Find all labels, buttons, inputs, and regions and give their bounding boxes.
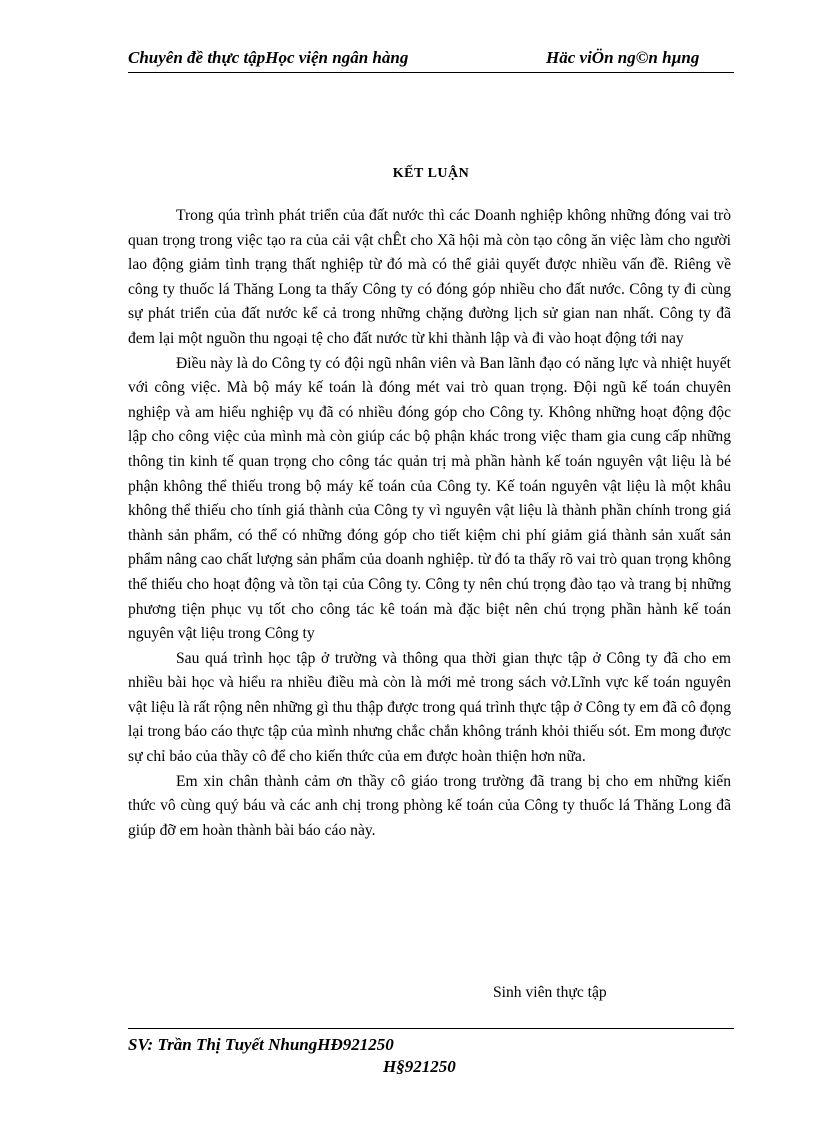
paragraph-3: Sau quá trình học tập ở trường và thông qua thời gian thực tập ở Công ty đã cho em nhiều bài học và hiểu ra nhiều điều mà còn là mới mẻ trong sách vở.Lĩnh vực kế toán nguyên vật liệu là rất rộng nên những gì thu thập được trong quá trình thực tập ở Công ty em đã cô đọng lại trong báo cáo thực tập của mình nhưng chắc chắn không tránh khỏi thiếu sót. Em mong được sự chỉ bảo của thầy cô để cho kiến thức của em được hoàn thiện hơn nữa. bbox=[128, 649, 731, 766]
paragraph-4: Em xin chân thành cảm ơn thầy cô giáo trong trường đã trang bị cho em những kiến thức vô cùng quý báu và các anh chị trong phòng kế toán của Công ty thuốc lá Thăng Long đã giúp đỡ em hoàn thành bài báo cáo này. bbox=[128, 772, 731, 839]
page-footer bbox=[128, 1034, 456, 1078]
page-title: KẾT LUẬN bbox=[392, 166, 470, 181]
page-header bbox=[128, 48, 734, 73]
header-right-title: Häc viÖn ng©n hµng bbox=[546, 48, 700, 67]
footer-divider bbox=[128, 1028, 734, 1029]
footer-student-line: SV: Trần Thị Tuyết NhungHĐ921250 bbox=[128, 1035, 394, 1054]
footer-class-line: H§921250 bbox=[383, 1057, 456, 1076]
paragraph-2: Điều này là do Công ty có đội ngũ nhân viên và Ban lãnh đạo có năng lực và nhiệt huyết với công việc. Mà bộ máy kế toán là đóng mét vai trò quan trọng. Đội ngũ kế toán chuyên nghiệp và am hiểu nghiệp vụ đã có nhiều đóng góp cho Công ty. Không những hoạt động độc lập cho công việc của mình mà còn giúp các bộ phận khác trong việc tham gia cung cấp những thông tin kinh tế quan trọng cho công tác quản trị mà phần hành kế toán nguyên vật liệu là bé phận không thể thiếu trong bộ máy kế toán của Công ty. Kế toán nguyên vật liệu là một khâu không thể thiếu cho tính giá thành của Công ty vì nguyên vật liệu là thành phần chính trong giá thành sản phẩm, có thể có những đóng góp cho tiết kiệm chi phí giảm giá thành sản xuất sản phẩm nâng cao chất lượng sản phẩm của doanh nghiệp. từ đó ta thấy rõ vai trò quan trọng không thể thiếu cho hoạt động và tồn tại của Công ty. Công ty nên chú trọng đào tạo và trang bị những phương tiện phục vụ tốt cho công tác kê toán mà đặc biệt nên chú trọng phần hành kế toán nguyên vật liệu trong Công ty bbox=[128, 354, 731, 643]
header-left-title: Chuyên đề thực tậpHọc viện ngân hàng bbox=[128, 48, 409, 67]
body-text bbox=[128, 204, 731, 843]
paragraph-1: Trong qúa trình phát triển của đất nước thì các Doanh nghiệp không những đóng vai trò quan trọng trong việc tạo ra của cải vật chÊt cho Xã hội mà còn tạo công ăn việc làm cho người lao động giảm tình trạng thất nghiệp từ đó mà có thể giải quyết được nhiều vấn đề. Riêng về công ty thuốc lá Thăng Long ta thấy Công ty có đóng góp nhiều cho đất nước. Công ty đi cùng sự phát triển của đất nước kể cả trong những chặng đường lịch sử gian nan nhất. Công ty đã đem lại một nguồn thu ngoại tệ cho đất nước từ khi thành lập và đi vào hoạt động tới nay bbox=[128, 207, 731, 347]
signature-label: Sinh viên thực tập bbox=[493, 984, 607, 1001]
